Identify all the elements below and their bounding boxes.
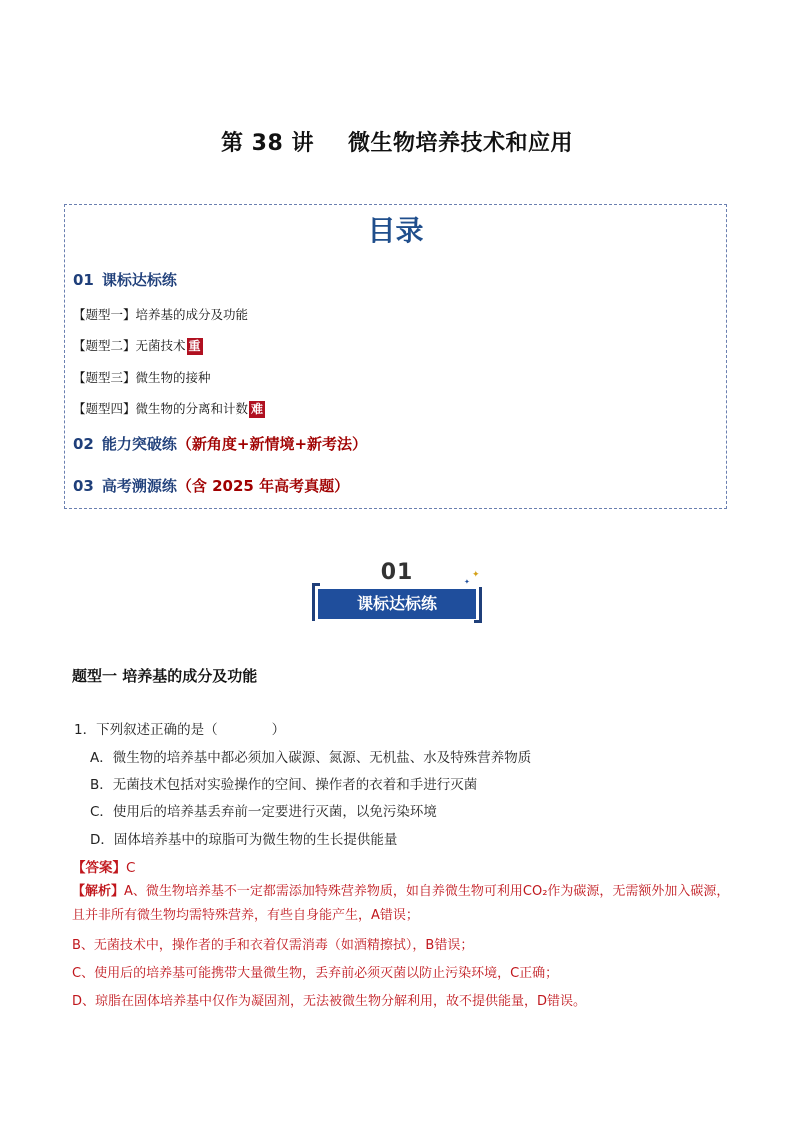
section-badge-label: 课标达标练 xyxy=(318,589,476,619)
sparkle-icon: ✦ xyxy=(464,578,470,586)
option-a: A．微生物的培养基中都必须加入碳源、氮源、无机盐、水及特殊营养物质 xyxy=(90,750,532,766)
answer-label: 【答案】 xyxy=(72,860,126,876)
analysis-b: B、无菌技术中，操作者的手和衣着仅需消毒（如酒精擦拭），B错误； xyxy=(72,938,474,953)
analysis-text: A、微生物培养基不一定都需添加特殊营养物质，如自养微生物可利用CO₂作为碳源，无需额外加入碳源，且并非所有微生物均需特殊营养，有些自身能产生，A错误； xyxy=(72,884,730,923)
section-badge xyxy=(312,560,482,626)
lecture-topic: 微生物培养技术和应用 xyxy=(347,131,573,156)
toc-item-label: 【题型二】无菌技术 xyxy=(73,338,186,353)
question-stem: 1．下列叙述正确的是（ ） xyxy=(74,722,286,738)
analysis-d: D、琼脂在固体培养基中仅作为凝固剂，无法被微生物分解利用，故不提供能量，D错误。 xyxy=(72,994,587,1009)
toc-section-label: 能力突破练 xyxy=(101,435,177,453)
toc-item-type-2[interactable] xyxy=(73,336,203,355)
toc-heading: 目录 xyxy=(367,214,424,247)
table-of-contents xyxy=(64,204,727,509)
toc-item-label: 【题型一】培养基的成分及功能 xyxy=(73,307,249,322)
toc-item-label: 【题型四】微生物的分离和计数 xyxy=(73,401,249,416)
question-type-heading: 题型一 培养基的成分及功能 xyxy=(72,667,258,685)
sparkle-icon: ✦ xyxy=(472,570,480,580)
toc-section-number: 01 xyxy=(73,271,94,289)
key-tag: 重 xyxy=(188,339,201,353)
lecture-number: 第 38 讲 xyxy=(221,131,314,156)
option-c: C．使用后的培养基丢弃前一定要进行灭菌，以免污染环境 xyxy=(90,804,437,820)
answer-value: C xyxy=(126,860,136,876)
analysis-c: C、使用后的培养基可能携带大量微生物，丢弃前必须灭菌以防止污染环境，C正确； xyxy=(72,966,559,981)
toc-section-extra: （新角度+新情境+新考法） xyxy=(176,435,368,453)
toc-section-01[interactable] xyxy=(73,269,177,290)
toc-item-type-1[interactable] xyxy=(73,305,248,323)
toc-section-03[interactable] xyxy=(73,475,349,496)
toc-item-type-3[interactable] xyxy=(73,368,211,386)
analysis-a xyxy=(72,880,732,928)
toc-section-number: 02 xyxy=(73,435,94,453)
toc-section-label: 高考溯源练 xyxy=(101,477,177,495)
toc-section-02[interactable] xyxy=(73,433,367,454)
toc-item-label: 【题型三】微生物的接种 xyxy=(73,370,211,385)
toc-item-type-4[interactable] xyxy=(73,399,265,418)
toc-section-number: 03 xyxy=(73,477,94,495)
option-d: D．固体培养基中的琼脂可为微生物的生长提供能量 xyxy=(90,832,398,848)
difficult-tag: 难 xyxy=(251,402,264,416)
option-b: B．无菌技术包括对实验操作的空间、操作者的衣着和手进行灭菌 xyxy=(90,777,478,793)
section-badge-number: 01 xyxy=(380,560,414,585)
toc-section-extra: （含 2025 年高考真题） xyxy=(176,477,350,495)
answer-line xyxy=(72,856,135,876)
toc-section-label: 课标达标练 xyxy=(101,271,177,289)
analysis-label: 【解析】 xyxy=(72,884,125,899)
page-title xyxy=(0,126,794,157)
